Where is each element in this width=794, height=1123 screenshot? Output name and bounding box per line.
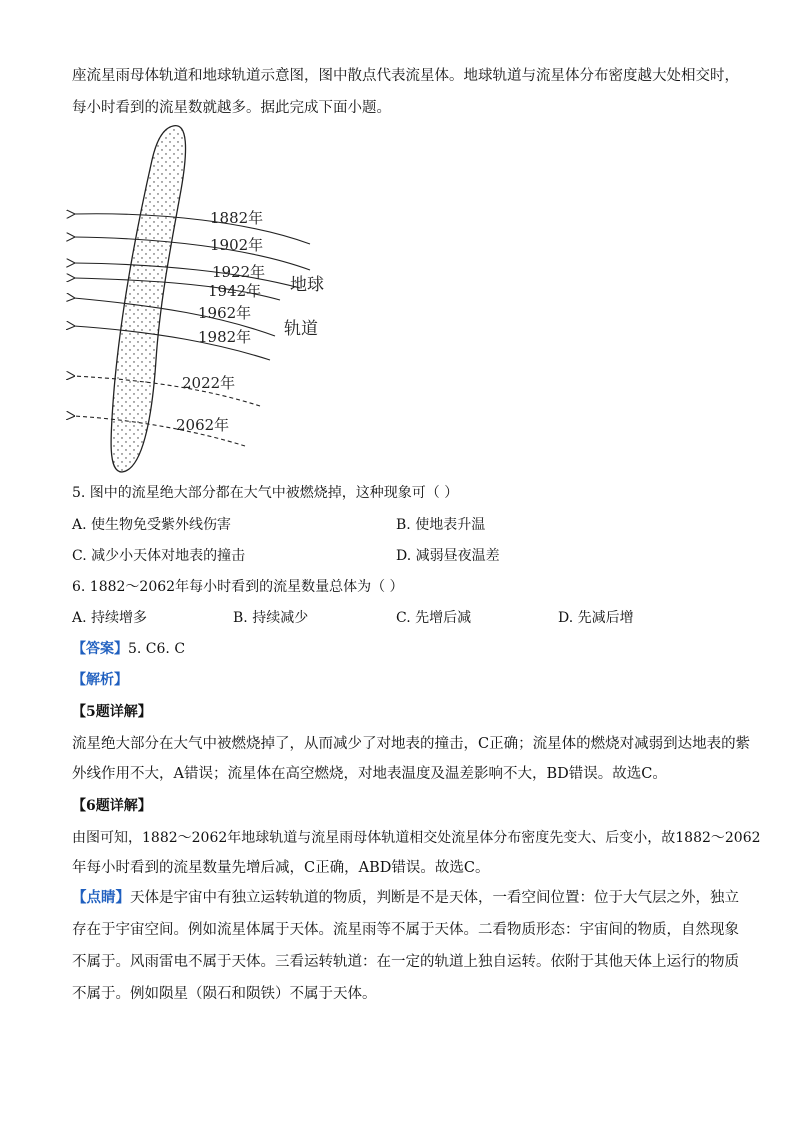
meteor-stream-body — [111, 126, 185, 472]
year-label-1982: 1982年 — [198, 328, 252, 346]
analysis-label: 【解析】 — [72, 672, 128, 688]
year-label-2022: 2022年 — [182, 374, 236, 392]
orbit-line-1882 — [74, 214, 310, 244]
q5-option-b: B. 使地表升温 — [396, 517, 486, 533]
answer-line — [72, 639, 185, 659]
meteor-orbit-figure — [60, 120, 360, 480]
label-earth: 地球 — [290, 275, 324, 295]
tip-line-2: 存在于宇宙空间。例如流星体属于天体。流星雨等不属于天体。二看物质形态：宇宙间的物质，自然现象 — [72, 922, 739, 938]
detail5-line-1: 流星绝大部分在大气中被燃烧掉了，从而减少了对地表的撞击，C正确；流星体的燃烧对减弱到达地表的紫 — [72, 736, 751, 752]
detail5-line-2: 外线作用不大，A错误；流星体在高空燃烧，对地表温度及温差影响不大，BD错误。故选C。 — [72, 766, 667, 782]
tip-line-1-text: 天体是宇宙中有独立运转轨道的物质，判断是不是天体，一看空间位置：位于大气层之外，独立 — [130, 890, 739, 906]
q6-stem: 6. 1882～2062年每小时看到的流星数量总体为（ ） — [72, 579, 404, 595]
q5-option-a: A. 使生物免受紫外线伤害 — [72, 517, 232, 533]
q5-option-d: D. 减弱昼夜温差 — [396, 548, 500, 564]
q6-option-b: B. 持续减少 — [233, 610, 309, 626]
year-label-1942: 1942年 — [208, 282, 262, 300]
label-orbit: 轨道 — [284, 319, 318, 339]
q5-stem: 5. 图中的流星绝大部分都在大气中被燃烧掉，这种现象可（ ） — [72, 485, 459, 501]
year-label-1962: 1962年 — [198, 304, 252, 322]
tip-line-4: 不属于。例如陨星（陨石和陨铁）不属于天体。 — [72, 986, 377, 1002]
tip-line-1 — [72, 888, 739, 908]
detail6-line-1: 由图可知，1882～2062年地球轨道与流星雨母体轨道相交处流星体分布密度先变大、后变小，故1882～2062 — [72, 830, 761, 846]
detail6-label: 【6题详解】 — [72, 798, 152, 814]
detail6-line-2: 年每小时看到的流星数量先增后减，C正确，ABD错误。故选C。 — [72, 860, 490, 876]
year-label-1922: 1922年 — [212, 263, 266, 281]
intro-line-2: 每小时看到的流星数就越多。据此完成下面小题。 — [72, 100, 391, 116]
q6-option-d: D. 先减后增 — [558, 610, 634, 626]
q6-option-c: C. 先增后减 — [396, 610, 472, 626]
q5-option-c: C. 减少小天体对地表的撞击 — [72, 548, 246, 564]
tip-label: 【点睛】 — [72, 889, 130, 906]
answer-label: 【答案】 — [72, 641, 128, 657]
orbit-line-1902 — [74, 237, 310, 270]
detail5-label: 【5题详解】 — [72, 704, 152, 720]
q6-option-a: A. 持续增多 — [72, 610, 148, 626]
year-label-1882: 1882年 — [210, 209, 264, 227]
year-label-2062: 2062年 — [176, 416, 230, 434]
intro-line-1: 座流星雨母体轨道和地球轨道示意图，图中散点代表流星体。地球轨道与流星体分布密度越大处相交时， — [72, 68, 739, 84]
tip-line-3: 不属于。风雨雷电不属于天体。三看运转轨道：在一定的轨道上独自运转。依附于其他天体上运行的物质 — [72, 954, 739, 970]
year-label-1902: 1902年 — [210, 236, 264, 254]
answer-value: 5. C6. C — [128, 641, 186, 657]
